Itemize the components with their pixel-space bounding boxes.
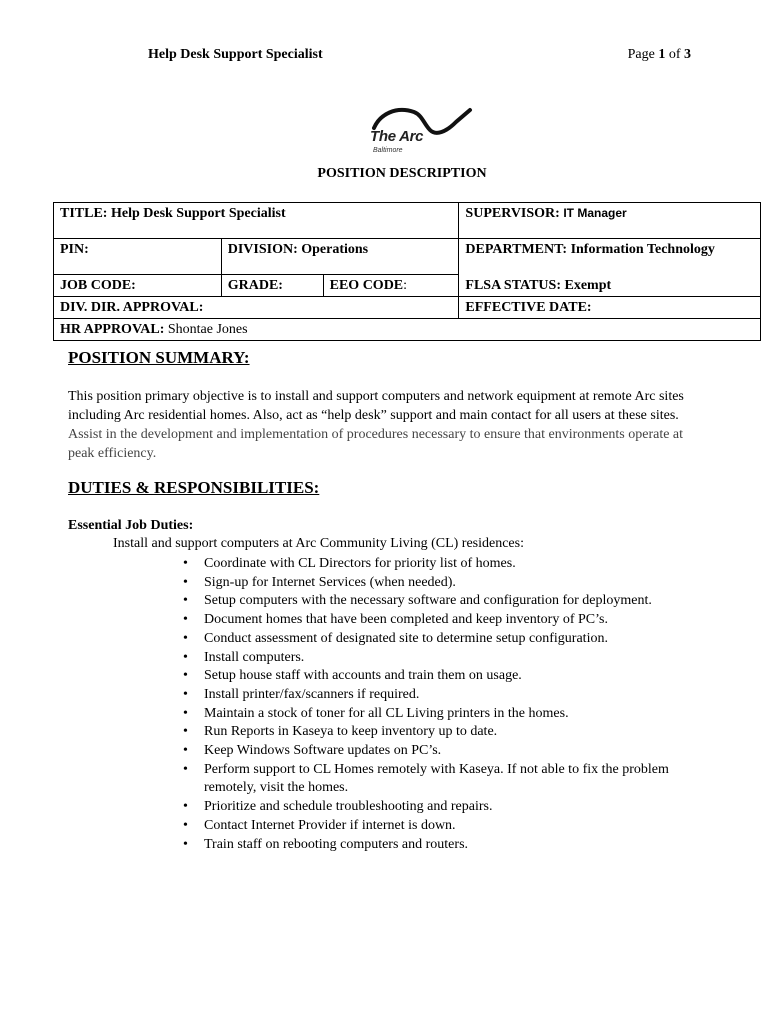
duty-item: • Sign-up for Internet Services (when needed). (183, 574, 703, 593)
duty-item: • Setup house staff with accounts and train them on usage. (183, 667, 703, 686)
div-dir-approval-cell: DIV. DIR. APPROVAL: (54, 297, 459, 319)
page-total: 3 (684, 47, 691, 62)
hr-approval-label: HR APPROVAL: (60, 322, 165, 337)
summary-secondary-text: Assist in the development and implementation of procedures necessary to ensure that environments operate at peak efficiency. (68, 427, 684, 461)
logo-subtitle: Baltimore (373, 147, 403, 154)
job-code-cell: JOB CODE: (54, 275, 222, 297)
hr-approval-value: Shontae Jones (167, 322, 248, 337)
duty-item: • Conduct assessment of designated site to determine setup configuration. (183, 630, 703, 649)
logo-name: The Arc (370, 128, 424, 145)
duty-item: • Maintain a stock of toner for all CL Living printers in the homes. (183, 705, 703, 724)
duty-item: • Install printer/fax/scanners if required. (183, 686, 703, 705)
supervisor-value: IT Manager (563, 206, 627, 220)
duties-list (183, 555, 703, 854)
duty-item: • Contact Internet Provider if internet is down. (183, 817, 703, 836)
position-summary-heading: POSITION SUMMARY: (68, 348, 250, 367)
arc-logo (366, 106, 476, 160)
supervisor-label: SUPERVISOR: (465, 206, 560, 221)
duty-item: • Keep Windows Software updates on PC’s. (183, 742, 703, 761)
summary-main-text: This position primary objective is to install and support computers and network equipment at remote Arc sites including Arc residential homes. Also, act as “help desk” support and main contact for all users at these sites. (68, 389, 684, 423)
duty-item: • Install computers. (183, 649, 703, 668)
page-of: of (668, 47, 681, 62)
duty-item: • Run Reports in Kaseya to keep inventory up to date. (183, 723, 703, 742)
duty-item: • Coordinate with CL Directors for priority list of homes. (183, 555, 703, 574)
essential-duties-label: Essential Job Duties: (68, 518, 194, 533)
position-info-table (53, 202, 761, 341)
pin-cell: PIN: (54, 239, 222, 275)
duties-heading: DUTIES & RESPONSIBILITIES: (68, 478, 320, 497)
eeo-code-cell (323, 275, 459, 297)
duty-item: • Train staff on rebooting computers and routers. (183, 836, 703, 855)
eeo-code-colon: : (403, 278, 408, 293)
hr-approval-cell (54, 319, 761, 341)
header-title: Help Desk Support Specialist (148, 47, 323, 62)
page-indicator (628, 47, 691, 63)
position-summary-text (68, 387, 688, 463)
department-cell: DEPARTMENT: Information Technology (459, 239, 761, 275)
duty-item: • Document homes that have been completed and keep inventory of PC’s. (183, 611, 703, 630)
flsa-status-cell: FLSA STATUS: Exempt (459, 275, 761, 297)
duties-intro: Install and support computers at Arc Community Living (CL) residences: (113, 536, 524, 551)
division-cell: DIVISION: Operations (221, 239, 459, 275)
eeo-code-label: EEO CODE (329, 278, 404, 293)
title-cell: TITLE: Help Desk Support Specialist (54, 203, 459, 239)
effective-date-cell: EFFECTIVE DATE: (459, 297, 761, 319)
document-title: POSITION DESCRIPTION (317, 166, 487, 181)
page-number: 1 (658, 47, 666, 62)
supervisor-cell (459, 203, 761, 239)
page-word: Page (627, 47, 655, 62)
grade-cell: GRADE: (221, 275, 323, 297)
duty-item: • Prioritize and schedule troubleshooting and repairs. (183, 798, 703, 817)
duty-item: • Setup computers with the necessary software and configuration for deployment. (183, 592, 703, 611)
duty-item: • Perform support to CL Homes remotely with Kaseya. If not able to fix the problem remotely, visit the homes. (183, 761, 703, 798)
